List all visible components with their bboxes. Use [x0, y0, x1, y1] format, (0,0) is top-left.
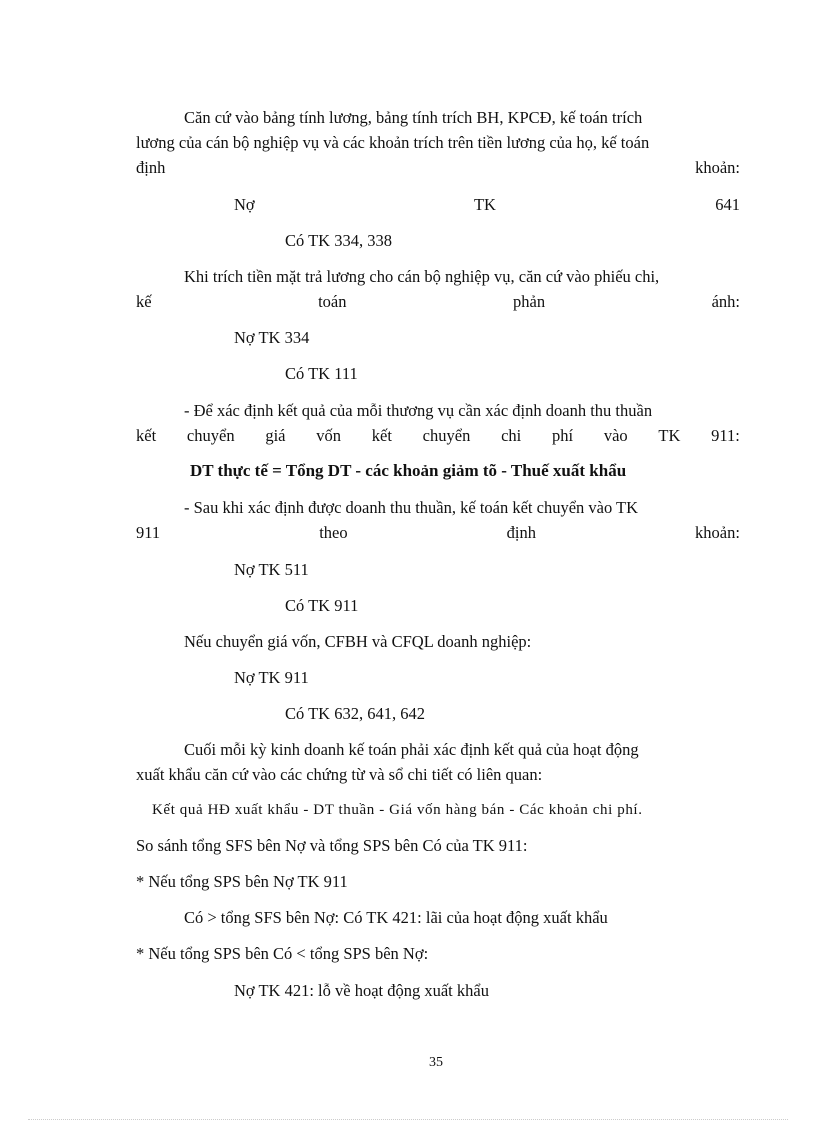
word: 641	[715, 195, 740, 214]
entry-4-debit: Nợ TK 911	[234, 668, 309, 687]
entry-5-debit: Nợ TK 421: lỗ về hoạt động xuất khẩu	[234, 981, 489, 1000]
entry-3-credit: Có TK 911	[285, 596, 359, 615]
word: vốn	[316, 426, 341, 445]
paragraph-3-line-1: - Để xác định kết quả của mỗi thương vụ cần xác định doanh thu thuần	[184, 401, 653, 420]
word: 911:	[711, 426, 740, 445]
entry-1-credit: Có TK 334, 338	[285, 231, 392, 250]
paragraph-1-line-2	[136, 133, 740, 153]
entry-3-debit: Nợ TK 511	[234, 560, 309, 579]
paragraph-5-line-1: Nếu chuyển giá vốn, CFBH và CFQL doanh nghiệp:	[184, 632, 532, 651]
word: chuyển	[422, 426, 471, 445]
word: ánh:	[711, 292, 740, 311]
word: TK	[658, 426, 681, 445]
paragraph-4-line-2	[136, 523, 740, 543]
paragraph-1-line-1: Căn cứ vào bảng tính lương, bảng tính trích BH, KPCĐ, kế toán trích	[184, 108, 643, 127]
paragraph-8-line-1: * Nếu tổng SPS bên Nợ TK 911	[136, 872, 348, 891]
paragraph-1-line-3	[136, 158, 740, 178]
footer-divider	[28, 1119, 788, 1120]
entry-2-credit: Có TK 111	[285, 364, 358, 383]
word: toán	[318, 292, 347, 311]
paragraph-7-line-1: So sánh tổng SFS bên Nợ và tổng SPS bên Có của TK 911:	[136, 836, 528, 855]
word: Nợ	[234, 195, 255, 214]
page-number: 35	[429, 1055, 443, 1070]
formula-net-revenue: DT thực tế = Tổng DT - các khoản giảm tõ - Thuế xuất khẩu	[190, 461, 627, 480]
word: kết	[136, 426, 157, 445]
word: phí	[552, 426, 574, 445]
word: chuyển	[186, 426, 235, 445]
word: giá	[265, 426, 286, 445]
paragraph-9-line-1: * Nếu tổng SPS bên Có < tổng SPS bên Nợ:	[136, 944, 429, 963]
paragraph-4-line-1: - Sau khi xác định được doanh thu thuần, kế toán kết chuyển vào TK	[184, 498, 639, 517]
word: khoản:	[695, 523, 740, 542]
word: 911	[136, 523, 161, 542]
word: định	[136, 158, 166, 177]
word: chi	[501, 426, 522, 445]
entry-1-debit	[234, 195, 740, 215]
word: TK	[473, 195, 496, 214]
paragraph-2-line-1: Khi trích tiền mặt trả lương cho cán bộ nghiệp vụ, căn cứ vào phiếu chi,	[184, 267, 660, 286]
paragraph-6-line-2: xuất khẩu căn cứ vào các chứng từ và sổ chi tiết có liên quan:	[136, 765, 543, 784]
paragraph-6-line-1: Cuối mỗi kỳ kinh doanh kế toán phải xác định kết quả của hoạt động	[184, 740, 639, 759]
word: khoản:	[695, 158, 740, 177]
word: vào	[603, 426, 628, 445]
entry-4-credit: Có TK 632, 641, 642	[285, 704, 425, 723]
entry-2-debit: Nợ TK 334	[234, 328, 310, 347]
paragraph-2-line-2	[136, 292, 740, 312]
paragraph-3-line-2	[136, 426, 740, 446]
word: theo	[319, 523, 348, 542]
word: kế	[136, 292, 152, 311]
word: kết	[371, 426, 392, 445]
word: định	[506, 523, 536, 542]
paragraph-1-line-2-text: lương của cán bộ nghiệp vụ và các khoản trích trên tiền lương của họ, kế toán	[136, 133, 650, 152]
paragraph-8-line-2: Có > tổng SFS bên Nợ: Có TK 421: lãi của hoạt động xuất khẩu	[184, 908, 608, 927]
formula-export-result: Kết quả HĐ xuất khẩu - DT thuần - Giá vốn hàng bán - Các khoản chi phí.	[152, 802, 643, 818]
word: phản	[513, 292, 546, 311]
